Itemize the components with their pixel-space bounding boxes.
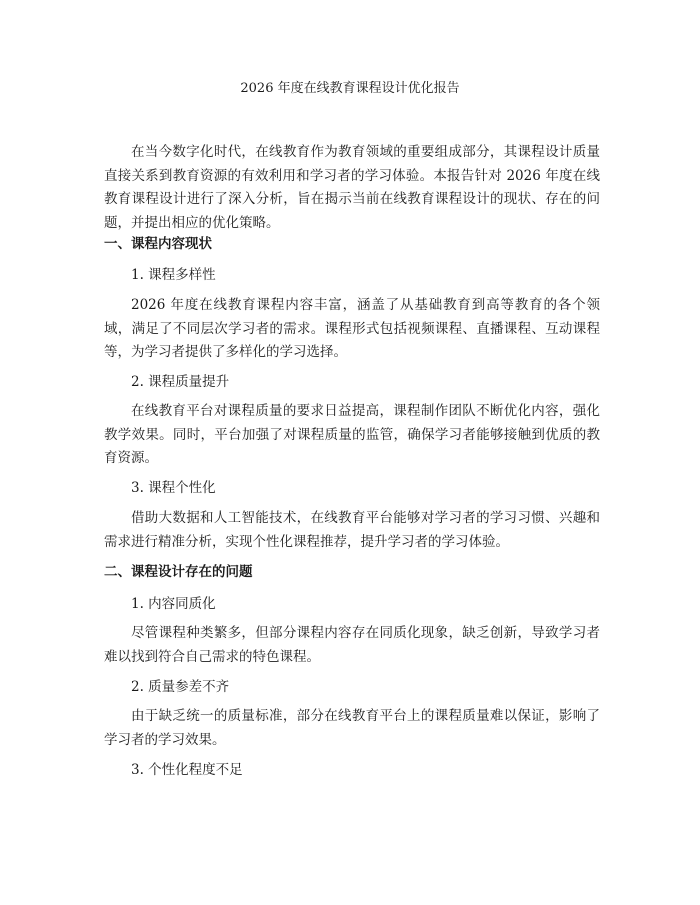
- subheading-insufficient-personalization: 3. 个性化程度不足: [131, 762, 243, 778]
- paragraph-course-diversity: 2026 年度在线教育课程内容丰富，涵盖了从基础教育到高等教育的各个领域，满足了不同层次学习者的需求。课程形式包括视频课程、直播课程、互动课程等，为学习者提供了多样化的学习选择。: [104, 297, 600, 360]
- section-heading-content-status: 一、课程内容现状: [104, 236, 212, 252]
- paragraph-personalization: 借助大数据和人工智能技术，在线教育平台能够对学习者的学习习惯、兴趣和需求进行精准分析，实现个性化课程推荐，提升学习者的学习体验。: [104, 510, 600, 550]
- subheading-homogenization: 1. 内容同质化: [131, 596, 216, 612]
- paragraph-uneven-quality: 由于缺乏统一的质量标准，部分在线教育平台上的课程质量难以保证，影响了学习者的学习效果。: [104, 708, 600, 748]
- subheading-quality-improvement: 2. 课程质量提升: [131, 374, 230, 390]
- section-heading-design-problems: 二、课程设计存在的问题: [104, 564, 253, 580]
- document-title: 2026 年度在线教育课程设计优化报告: [240, 81, 460, 96]
- subheading-personalization: 3. 课程个性化: [131, 480, 216, 496]
- paragraph-quality-improvement: 在线教育平台对课程质量的要求日益提高，课程制作团队不断优化内容，强化教学效果。同时，平台加强了对课程质量的监管，确保学习者能够接触到优质的教育资源。: [104, 403, 600, 466]
- paragraph-homogenization: 尽管课程种类繁多，但部分课程内容存在同质化现象，缺乏创新，导致学习者难以找到符合自己需求的特色课程。: [104, 625, 600, 665]
- subheading-uneven-quality: 2. 质量参差不齐: [131, 679, 230, 695]
- subheading-course-diversity: 1. 课程多样性: [131, 267, 216, 283]
- intro-paragraph: 在当今数字化时代，在线教育作为教育领域的重要组成部分，其课程设计质量直接关系到教育资源的有效利用和学习者的学习体验。本报告针对 2026 年度在线教育课程设计进行了深入分析，旨在揭示当前在线教育课程设计的现状、存在的问题，并提出相应的优化策略。: [104, 144, 600, 231]
